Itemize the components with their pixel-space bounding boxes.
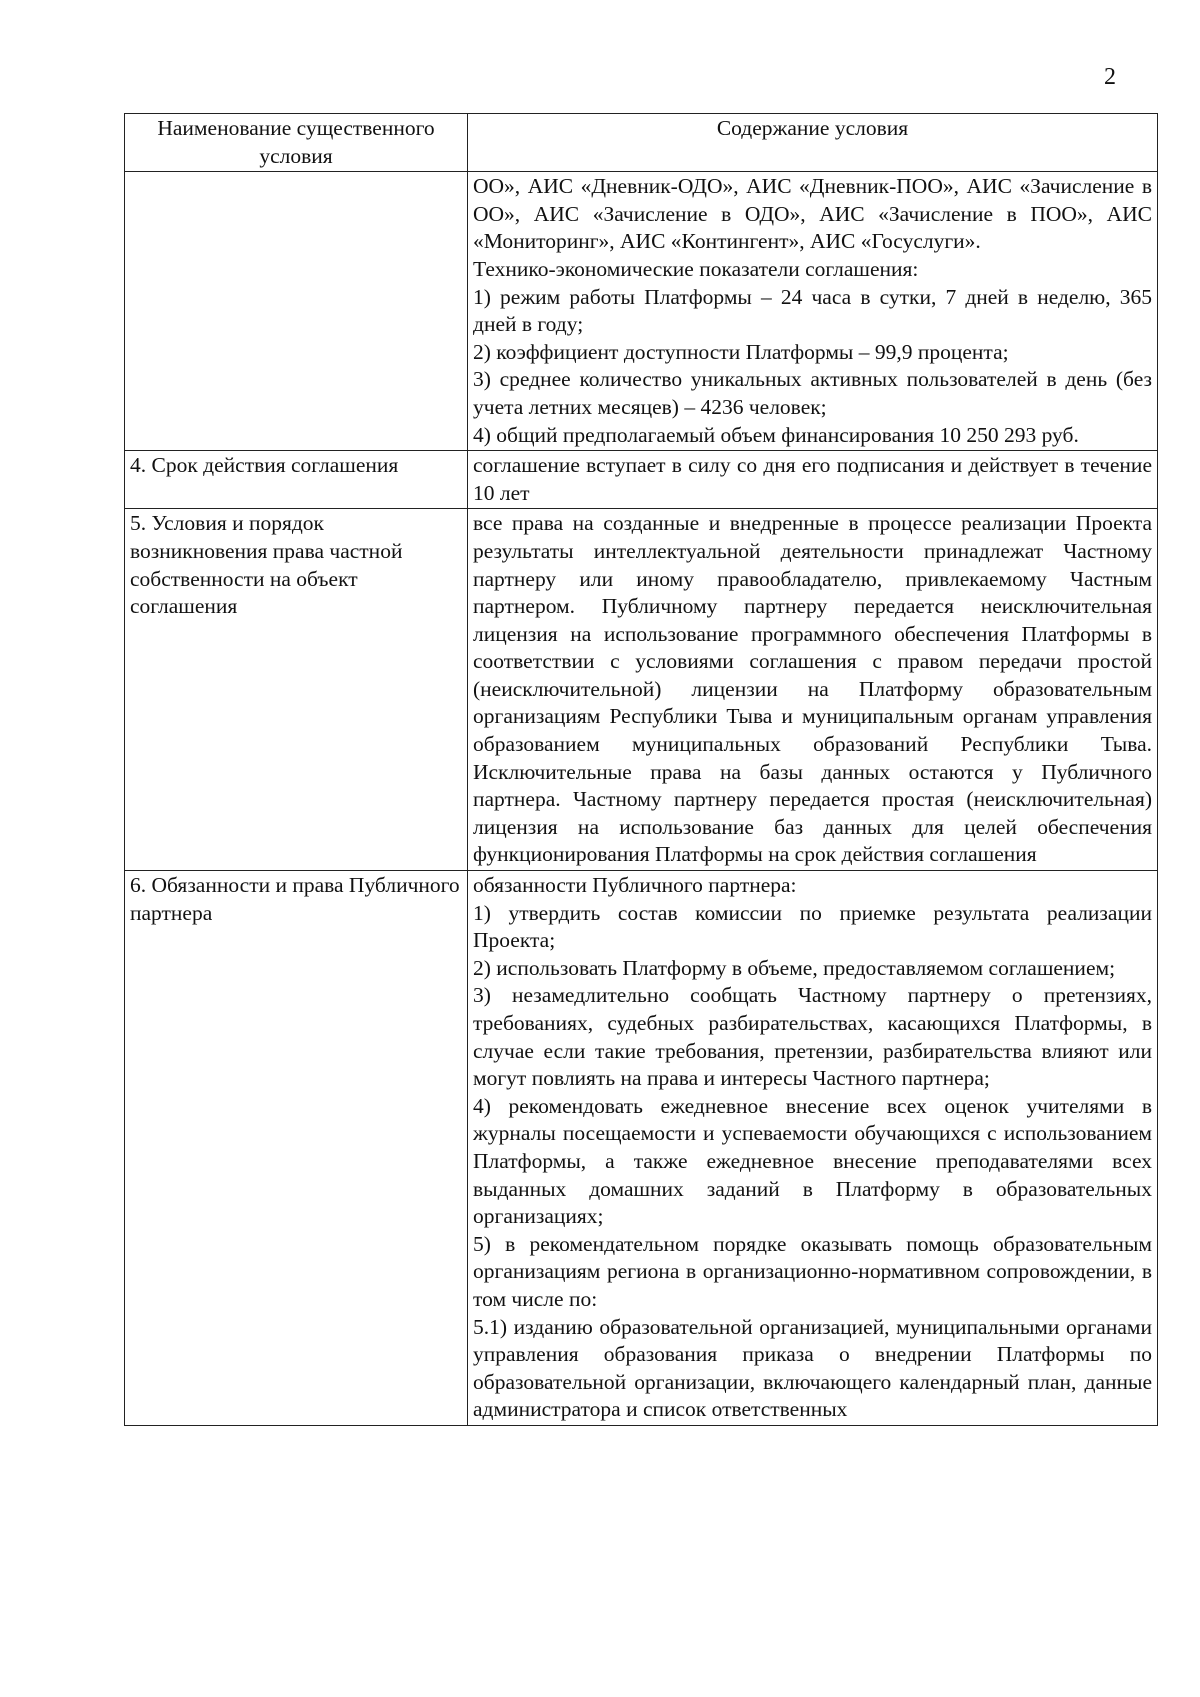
- content-paragraph: соглашение вступает в силу со дня его подписания и действует в течение 10 лет: [473, 453, 1152, 505]
- content-paragraph: 5.1) изданию образовательной организацией, муниципальными органами управления образования приказа о внедрении Платформы по образовательной организации, включающего календарный план, данные администратора и список ответственных: [473, 1314, 1152, 1422]
- condition-content: [468, 871, 1158, 1426]
- table-header-row: [125, 114, 1158, 172]
- table-row: [125, 509, 1158, 871]
- header-condition-content: Содержание условия: [468, 114, 1158, 172]
- content-paragraph: 1) утвердить состав комиссии по приемке результата реализации Проекта;: [473, 900, 1152, 953]
- content-paragraph: 1) режим работы Платформы – 24 часа в сутки, 7 дней в неделю, 365 дней в году;: [473, 284, 1152, 337]
- content-paragraph: 5) в рекомендательном порядке оказывать помощь образовательным организациям региона в организационно-нормативном сопровождении, в том числе по:: [473, 1231, 1152, 1311]
- condition-name: 4. Срок действия соглашения: [125, 451, 468, 509]
- page-number: 2: [1104, 64, 1116, 90]
- content-paragraph: 2) коэффициент доступности Платформы – 99,9 процента;: [473, 339, 1009, 364]
- content-paragraph: 2) использовать Платформу в объеме, предоставляемом соглашением;: [473, 955, 1116, 980]
- content-paragraph: все права на созданные и внедренные в процессе реализации Проекта результаты интеллектуальной деятельности принадлежат Частному партнеру или иному правообладателю, привлекаемому Частным партнером. Публичному партнеру передается неисключительная лицензия на использование программного обеспечения Платформы в соответствии с условиями соглашения с правом передачи простой (неисключительной) лицензии на Платформу образовательным организациям Республики Тыва и муниципальным органам управления образованием муниципальных образований Республики Тыва. Исключительные права на базы данных остаются у Публичного партнера. Частному партнеру передается простая (неисключительная) лицензия на использование баз данных для целей обеспечения функционирования Платформы на срок действия соглашения: [473, 511, 1152, 867]
- condition-name: [125, 172, 468, 451]
- table-row: [125, 172, 1158, 451]
- condition-name: 5. Условия и порядок возникновения права частной собственности на объект соглашения: [125, 509, 468, 871]
- content-paragraph: Технико-экономические показатели соглашения:: [473, 256, 919, 281]
- condition-content: [468, 451, 1158, 509]
- condition-content: [468, 172, 1158, 451]
- table-row: [125, 451, 1158, 509]
- content-paragraph: 4) общий предполагаемый объем финансирования 10 250 293 руб.: [473, 422, 1079, 447]
- header-condition-name: Наименование существенного условия: [125, 114, 468, 172]
- content-paragraph: 3) незамедлительно сообщать Частному партнеру о претензиях, требованиях, судебных разбирательствах, касающихся Платформы, в случае если такие требования, претензии, разбирательства влияют или могут повлиять на права и интересы Частного партнера;: [473, 983, 1152, 1091]
- content-paragraph: ОО», АИС «Дневник-ОДО», АИС «Дневник-ПОО», АИС «Зачисление в ОО», АИС «Зачисление в ОДО», АИС «Зачисление в ПОО», АИС «Мониторинг», АИС «Контингент», АИС «Госуслуги».: [473, 174, 1152, 254]
- condition-content: [468, 509, 1158, 871]
- terms-table: [124, 113, 1158, 1426]
- condition-name: 6. Обязанности и права Публичного партнера: [125, 871, 468, 1426]
- table-row: [125, 871, 1158, 1426]
- content-paragraph: 3) среднее количество уникальных активных пользователей в день (без учета летних месяцев) – 4236 человек;: [473, 367, 1152, 419]
- content-paragraph: обязанности Публичного партнера:: [473, 873, 797, 898]
- content-paragraph: 4) рекомендовать ежедневное внесение всех оценок учителями в журналы посещаемости и успеваемости обучающихся с использованием Платформы, а также ежедневное внесение преподавателями всех выданных домашних заданий в Платформу в образовательных организациях;: [473, 1093, 1152, 1229]
